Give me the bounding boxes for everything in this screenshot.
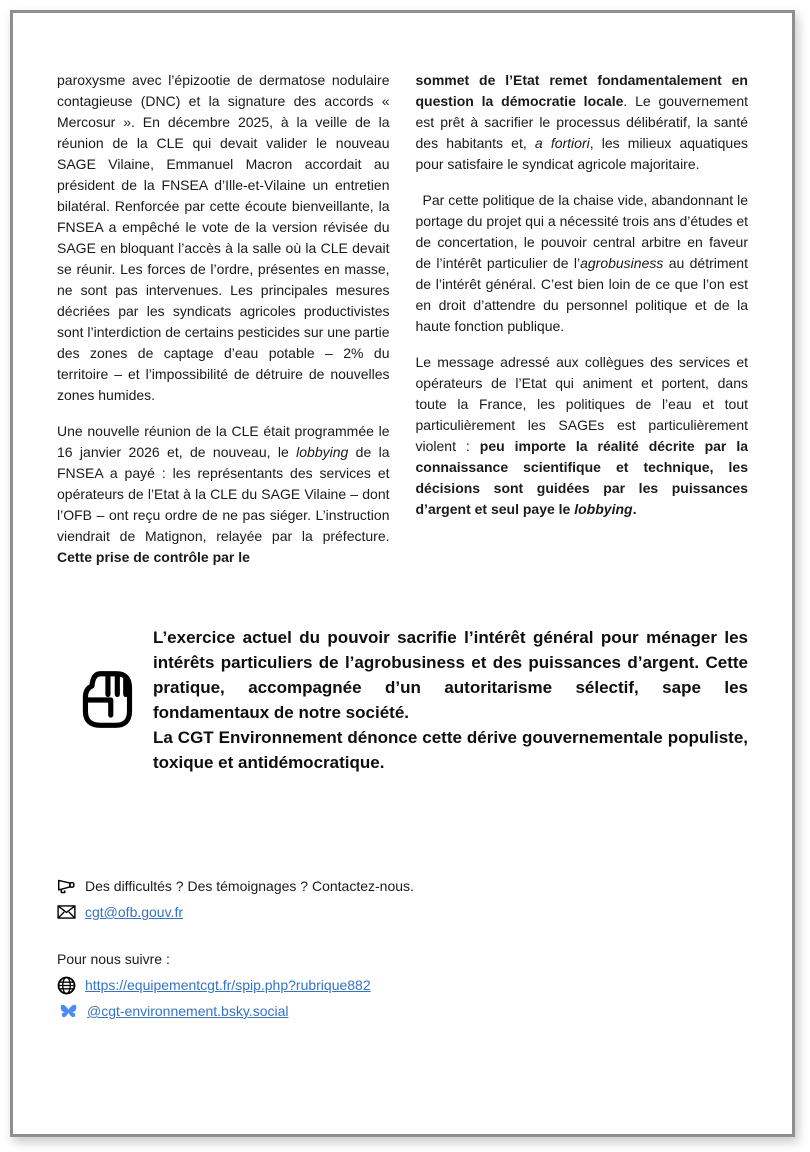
two-column-text (57, 70, 748, 583)
contact-prompt: Des difficultés ? Des témoignages ? Contactez-nous. (85, 878, 414, 894)
globe-icon (57, 976, 76, 995)
website-line (57, 972, 748, 998)
contact-email-line (57, 899, 748, 925)
paragraph: Le message adressé aux collègues des services et opérateurs de l’Etat qui animent et portent, dans toute la France, les politiques de l’eau et tout particulièrement les SAGEs est particulièrement violent : peu importe la réalité décrite par la connaissance scientifique et technique, les décisions sont guidées par les puissances d’argent et seul paye le lobbying. (415, 354, 748, 517)
envelope-icon (57, 905, 76, 919)
paragraph: paroxysme avec l’épizootie de dermatose nodulaire contagieuse (DNC) et la signature des accords « Mercosur ». En décembre 2025, à la veille de la réunion de la CLE qui devait valider le nouveau SAGE Vilaine, Emmanuel Macron accordait au président de la FNSEA d’Ille-et-Vilaine un entretien bilatéral. Renforcée par cette écoute bienveillante, la FNSEA a empêché le vote de la version révisée du SAGE en bloquant l’accès à la salle où la CLE devait se réunir. Les forces de l’ordre, présentes en masse, ne sont pas intervenues. Les principales mesures décriées par les syndicats agricoles productivistes sont l’interdiction de certains pesticides sur une partie des zones de captage d’eau potable – 2% du territoire – et l’impossibilité de détruire de nouvelles zones humides. (57, 72, 390, 403)
bluesky-line (57, 998, 748, 1024)
email-link[interactable]: cgt@ofb.gouv.fr (85, 904, 183, 920)
contact-section (57, 873, 748, 1024)
right-column (416, 70, 749, 583)
contact-prompt-line (57, 873, 748, 899)
statement-text (153, 625, 748, 775)
megaphone-icon (57, 878, 76, 895)
website-link[interactable]: https://equipementcgt.fr/spip.php?rubrique882 (85, 977, 371, 993)
bluesky-link[interactable]: @cgt-environnement.bsky.social (87, 1003, 289, 1019)
paragraph: Par cette politique de la chaise vide, abandonnant le portage du projet qui a nécessité trois ans d’études et de concertation, le pouvoir central arbitre en faveur de l’intérêt particulier de l’agrobusiness au détriment de l’intérêt général. C’est bien loin de ce que l’on est en droit d’attendre du personnel politique et de la haute fonction publique. (415, 192, 748, 334)
paragraph: Une nouvelle réunion de la CLE était programmée le 16 janvier 2026 et, de nouveau, le lobbying de la FNSEA a payé : les représentants des services et opérateurs de l’Etat à la CLE du SAGE Vilaine – dont l’OFB – ont reçu ordre de ne pas siéger. L’instruction viendrait de Matignon, relayée par la préfecture. Cette prise de contrôle par le (57, 423, 390, 565)
statement-paragraph: La CGT Environnement dénonce cette dérive gouvernementale populiste, toxique et antidémocratique. (153, 728, 748, 772)
raised-fist-icon (77, 666, 137, 734)
follow-label: Pour nous suivre : (57, 951, 170, 967)
document-page (10, 10, 795, 1137)
paragraph: sommet de l’Etat remet fondamentalement en question la démocratie locale. Le gouvernement est prêt à sacrifier le processus délibératif, la santé des habitants et, a fortiori, les milieux aquatiques pour satisfaire le syndicat agricole majoritaire. (415, 72, 748, 172)
statement-paragraph: L’exercice actuel du pouvoir sacrifie l’intérêt général pour ménager les intérêts particuliers de l’agrobusiness et des puissances d’argent. Cette pratique, accompagnée d’un autoritarisme sélectif, sape les fondamentaux de notre société. (153, 628, 748, 722)
statement-callout (57, 625, 748, 775)
bluesky-butterfly-icon (59, 1003, 78, 1019)
left-column (57, 70, 390, 583)
